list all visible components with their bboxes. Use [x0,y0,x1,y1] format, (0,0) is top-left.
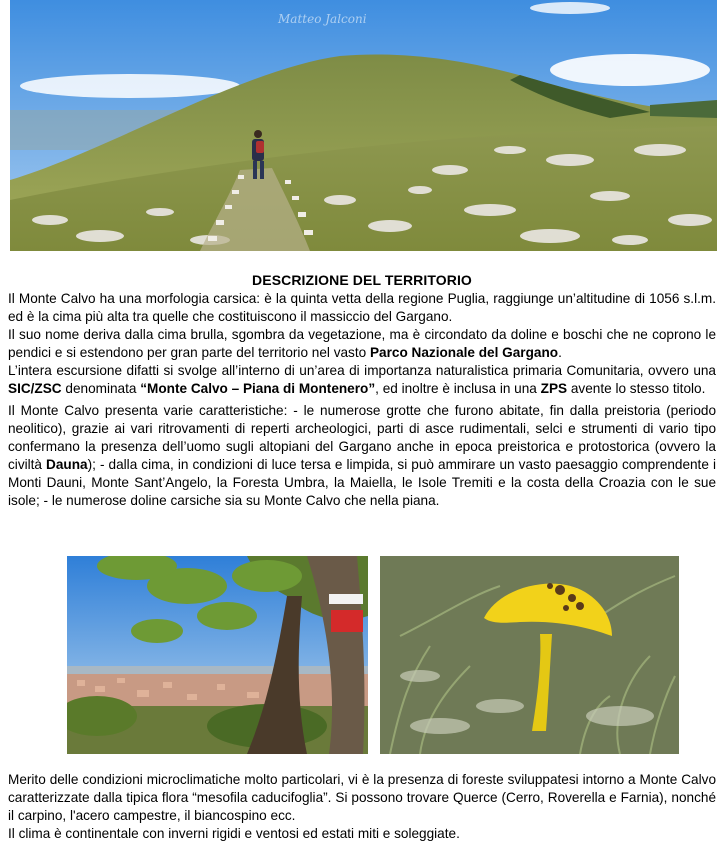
para3-text-4: avente lo stesso titolo. [567,381,706,396]
paragraph-altitude: Il Monte Calvo ha una morfologia carsica: è la quinta vetta della regione Puglia, raggiunge un’altitudine di 1056 s.l.m. ed è la cima più alta tra quelle che costituiscono il massiccio del Gargano. [8,291,716,324]
hero-illustration [10,0,717,251]
sic-label: SIC/ZSC [8,381,62,396]
paragraph-climate: Il clima è continentale con inverni rigidi e ventosi ed estati miti e soleggiate. [8,826,460,841]
park-name: Parco Nazionale del Gargano [369,345,559,360]
dauna-label: Dauna [46,457,88,472]
site-name: “Monte Calvo – Piana di Montenero” [140,381,376,396]
trail-marker-red-white [329,594,363,632]
para4-text-2: ); - dalla cima, in condizioni di luce tersa e limpida, si può ammirare un vasto paesaggio comprendente i Monti Dauni, Monte Sant’Angelo, la Foresta Umbra, la Maiella, le Isole Tremiti e la costa della Croazia con le sue isole; - le numerose doline carsiche sia su Monte Calvo che nella piana. [8,457,716,508]
paragraph-flora: Merito delle condizioni microclimatiche molto particolari, vi è la presenza di foreste sviluppatesi intorno a Monte Calvo caratterizzate dalla tipica flora “mesofila caducifoglia”. Si possono trovare Querce (Cerro, Roverella e Farnia), nonché il carpino, l'acero campestre, il biancospino ecc. [8,772,716,823]
para3-text-2: denominata [61,381,141,396]
town-illustration [67,556,368,754]
mushroom-illustration [380,556,679,754]
section-heading: DESCRIZIONE DEL TERRITORIO [252,272,472,288]
flora-climate-text [8,771,716,843]
paragraph-name-origin [8,326,716,362]
hero-photo-monte-calvo [10,0,717,251]
paragraph-protected-area [8,362,716,398]
hero-watermark: Matteo Jalconi [278,12,367,26]
para3-text-3: , ed inoltre è inclusa in una [375,381,541,396]
zps-label: ZPS [540,381,568,396]
photo-mushroom [380,556,679,754]
paragraph-features [8,402,716,510]
description-text [8,290,716,510]
para3-text-1: L’intera escursione difatti si svolge all’interno di un’area di importanza naturalistica primaria Comunitaria, ovvero una [8,363,716,378]
para2-text: Il suo nome deriva dalla cima brulla, sgombra da vegetazione, ma è circondato da doline e boschi che ne coprono le pendici e si estendono per gran parte del territorio nel vasto [8,327,716,360]
para2-end: . [558,345,562,360]
para4-text-1: Il Monte Calvo presenta varie caratteristiche: - le numerose grotte che furono abitate, fin dalla preistoria (periodo neolitico), grazie ai vari ritrovamenti di reperti archeologici, parti di asce rudimentali, selci e strumenti di vario tipo confermano la presenza dell’uomo sugli altopiani del Gargano anche in epoca preistorica e protostorica (ovvero la civiltà [8,403,716,472]
photo-town-view [67,556,368,754]
